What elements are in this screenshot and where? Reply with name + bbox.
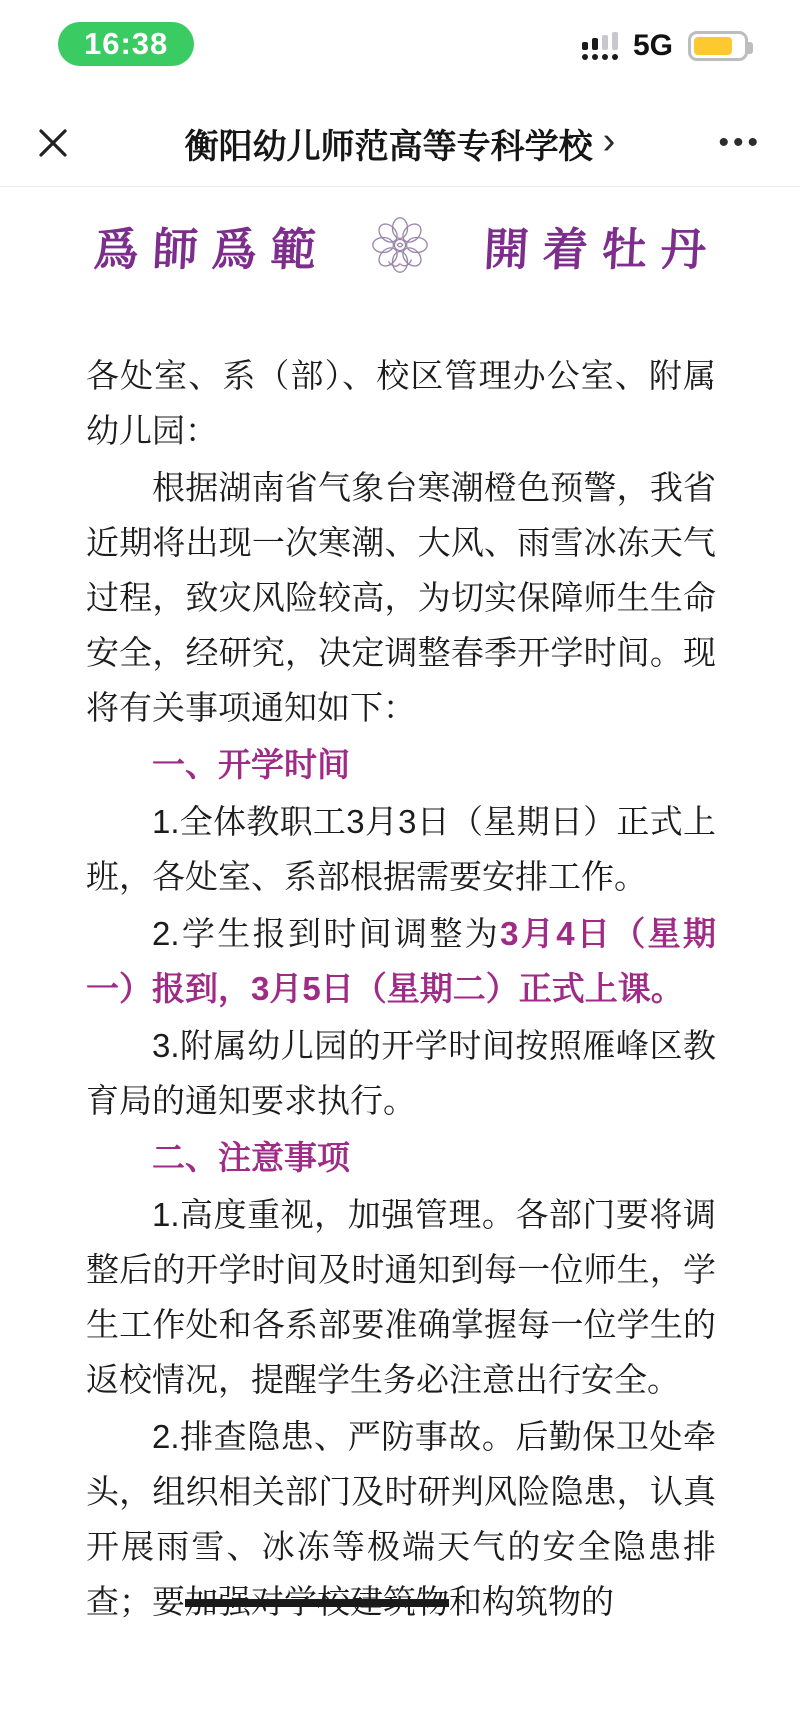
text-run-heading: 二、注意事项 — [152, 1139, 350, 1176]
text-run-strike: 加强对学校建筑物 — [185, 1583, 449, 1620]
cellular-signal-icon — [582, 32, 618, 60]
section-heading — [86, 737, 716, 792]
battery-cap — [748, 42, 753, 54]
more-menu-icon[interactable]: ••• — [718, 126, 762, 159]
network-type-label: 5G — [632, 29, 673, 62]
navbar — [0, 100, 800, 187]
battery-icon — [688, 31, 748, 61]
article-paragraph — [86, 906, 716, 1016]
section-heading — [86, 1130, 716, 1185]
article-paragraph — [86, 1187, 716, 1407]
text-run-normal: 3.附属幼儿园的开学时间按照雁峰区教育局的通知要求执行。 — [86, 1027, 716, 1119]
status-right-cluster — [582, 24, 748, 68]
battery-fill — [694, 37, 732, 55]
chevron-right-icon: › — [602, 120, 616, 162]
text-run-normal: 和构筑物的 — [449, 1583, 614, 1620]
calligraphy-right: 開着牡丹 — [482, 222, 722, 276]
header-banner — [0, 187, 800, 303]
text-run-normal: 根据湖南省气象台寒潮橙色预警，我省近期将出现一次寒潮、大风、雨雪冰冻天气过程，致灾风险较高，为切实保障师生生命安全，经研究，决定调整春季开学时间。现将有关事项通知如下： — [86, 469, 716, 726]
time-pill[interactable] — [58, 22, 194, 66]
article-paragraph — [86, 794, 716, 904]
account-title-label: 衡阳幼儿师范高等专科学校 — [184, 127, 593, 166]
text-run-normal: 1.全体教职工3月3日（星期日）正式上班，各处室、系部根据需要安排工作。 — [86, 803, 716, 895]
text-run-heading: 一、开学时间 — [152, 746, 350, 783]
text-run-normal: 2.排查隐患、严防事故。后勤保卫处牵头，组织相关部门及时研判风险隐患，认真开展雨雪、冰冻等极端天气的安全隐患排查；要 — [86, 1418, 716, 1620]
status-time: 16:38 — [84, 26, 169, 61]
account-title[interactable] — [0, 100, 800, 186]
text-run-normal: 各处室、系（部）、校区管理办公室、附属幼儿园： — [86, 357, 716, 449]
article-paragraph — [86, 1018, 716, 1128]
article-paragraph — [86, 348, 716, 458]
article-body — [86, 348, 716, 1631]
article-paragraph — [86, 460, 716, 735]
text-run-normal: 2.学生报到时间调整为 — [152, 915, 501, 952]
article-paragraph — [86, 1409, 716, 1629]
calligraphy-left: 爲師爲範 — [92, 222, 332, 276]
peony-flower-icon — [370, 214, 430, 276]
text-run-emphasis: 3月4日（星期一）报到，3月5日（星期二）正式上课。 — [86, 915, 716, 1007]
text-run-normal: 1.高度重视，加强管理。各部门要将调整后的开学时间及时通知到每一位师生，学生工作处和各系部要准确掌握每一位学生的返校情况，提醒学生务必注意出行安全。 — [86, 1196, 716, 1398]
